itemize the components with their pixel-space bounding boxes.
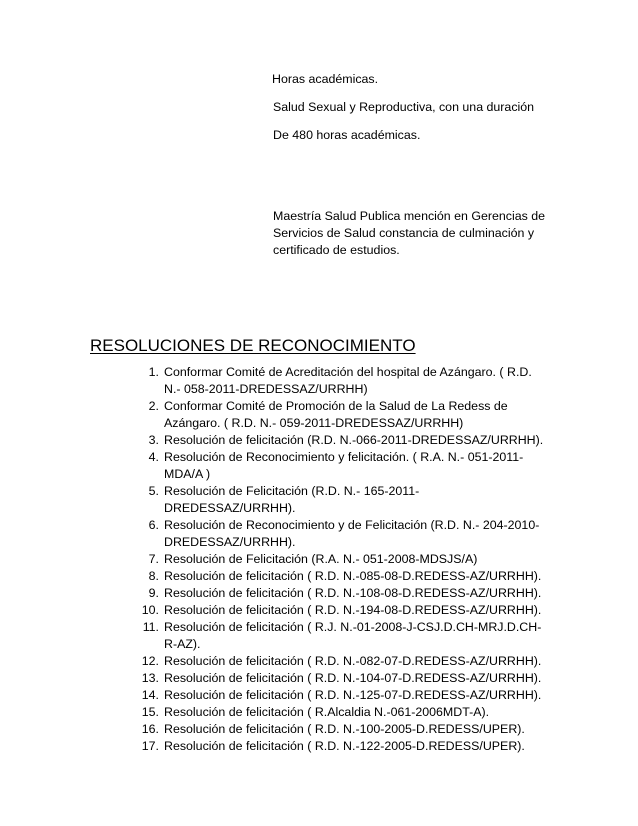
list-item — [0, 619, 543, 653]
list-item-text: DREDESSAZ/URRHH). — [164, 535, 296, 549]
list-item — [0, 398, 543, 432]
list-item — [0, 687, 543, 704]
masters-line: Maestría Salud Publica mención en Gerencias de — [273, 209, 546, 223]
resolutions-list — [0, 364, 543, 755]
list-item-number: 8. — [148, 569, 159, 583]
list-item — [0, 551, 543, 568]
list-item-number: 4. — [148, 450, 159, 464]
section-heading: RESOLUCIONES DE RECONOCIMIENTO — [90, 336, 416, 355]
list-item-text: Resolución de felicitación ( R.D. N.-104-07-D.REDESS-AZ/URRHH). — [164, 671, 542, 685]
list-item-number: 2. — [148, 399, 159, 413]
list-item — [0, 568, 543, 585]
list-item-number: 1. — [148, 365, 159, 379]
list-item-text: Resolución de felicitación ( R.Alcaldia N.-061-2006MDT-A). — [164, 705, 490, 719]
list-item-text: Resolución de felicitación ( R.D. N.-085-08-D.REDESS-AZ/URRHH). — [164, 569, 542, 583]
list-item-text: Conformar Comité de Acreditación del hospital de Azángaro. ( R.D. — [164, 365, 532, 379]
list-item — [0, 517, 543, 551]
course-description-text: Salud Sexual y Reproductiva, con una duración — [273, 100, 535, 114]
list-item-text: DREDESSAZ/URRHH). — [164, 501, 296, 515]
list-item-text: Resolución de Reconocimiento y de Felicitación (R.D. N.- 204-2010- — [164, 518, 540, 532]
list-item-text: MDA/A ) — [164, 467, 211, 481]
hours-text: Horas académicas. — [272, 72, 379, 86]
list-item-text: Resolución de felicitación ( R.D. N.-122-2005-D.REDESS/UPER). — [164, 739, 525, 753]
course-duration-text: De 480 horas académicas. — [273, 128, 421, 142]
list-item — [0, 602, 543, 619]
list-item-text: R-AZ). — [164, 637, 201, 651]
list-item-number: 12. — [141, 654, 159, 668]
list-item — [0, 364, 543, 398]
list-item — [0, 738, 543, 755]
list-item-number: 7. — [148, 552, 159, 566]
list-item-number: 15. — [141, 705, 159, 719]
list-item-number: 11. — [142, 620, 159, 634]
list-item — [0, 432, 543, 449]
list-item-number: 9. — [148, 586, 159, 600]
list-item-text: N.- 058-2011-DREDESSAZ/URRHH) — [164, 382, 368, 396]
list-item-number: 3. — [148, 433, 159, 447]
list-item-text: Resolución de felicitación (R.D. N.-066-2011-DREDESSAZ/URRHH). — [164, 433, 544, 447]
list-item-number: 14. — [141, 688, 159, 702]
masters-degree-paragraph — [273, 208, 545, 259]
masters-line: certificado de estudios. — [273, 243, 400, 257]
list-item — [0, 449, 543, 483]
list-item-number: 10. — [141, 603, 159, 617]
list-item-text: Conformar Comité de Promoción de la Salud de La Redess de — [164, 399, 508, 413]
list-item-text: Resolución de felicitación ( R.D. N.-125-07-D.REDESS-AZ/URRHH). — [164, 688, 542, 702]
list-item — [0, 670, 543, 687]
list-item — [0, 704, 543, 721]
list-item-number: 6. — [148, 518, 159, 532]
masters-line: Servicios de Salud constancia de culminación y — [273, 226, 535, 240]
list-item-text: Resolución de felicitación ( R.D. N.-194-08-D.REDESS-AZ/URRHH). — [164, 603, 542, 617]
list-item-number: 17. — [141, 739, 159, 753]
list-item-text: Resolución de felicitación ( R.D. N.-100-2005-D.REDESS/UPER). — [164, 722, 525, 736]
list-item — [0, 585, 543, 602]
list-item-text: Resolución de felicitación ( R.D. N.-082-07-D.REDESS-AZ/URRHH). — [164, 654, 542, 668]
list-item-number: 13. — [141, 671, 159, 685]
list-item-text: Resolución de Reconocimiento y felicitación. ( R.A. N.- 051-2011- — [164, 450, 524, 464]
list-item-number: 5. — [148, 484, 159, 498]
list-item — [0, 483, 543, 517]
list-item-number: 16. — [141, 722, 159, 736]
list-item-text: Azángaro. ( R.D. N.- 059-2011-DREDESSAZ/URRHH) — [164, 416, 464, 430]
list-item-text: Resolución de felicitación ( R.J. N.-01-2008-J-CSJ.D.CH-MRJ.D.CH- — [164, 620, 542, 634]
list-item-text: Resolución de felicitación ( R.D. N.-108-08-D.REDESS-AZ/URRHH). — [164, 586, 542, 600]
list-item-text: Resolución de Felicitación (R.D. N.- 165-2011- — [164, 484, 420, 498]
list-item — [0, 653, 543, 670]
list-item-text: Resolución de Felicitación (R.A. N.- 051-2008-MDSJS/A) — [164, 552, 478, 566]
list-item — [0, 721, 543, 738]
